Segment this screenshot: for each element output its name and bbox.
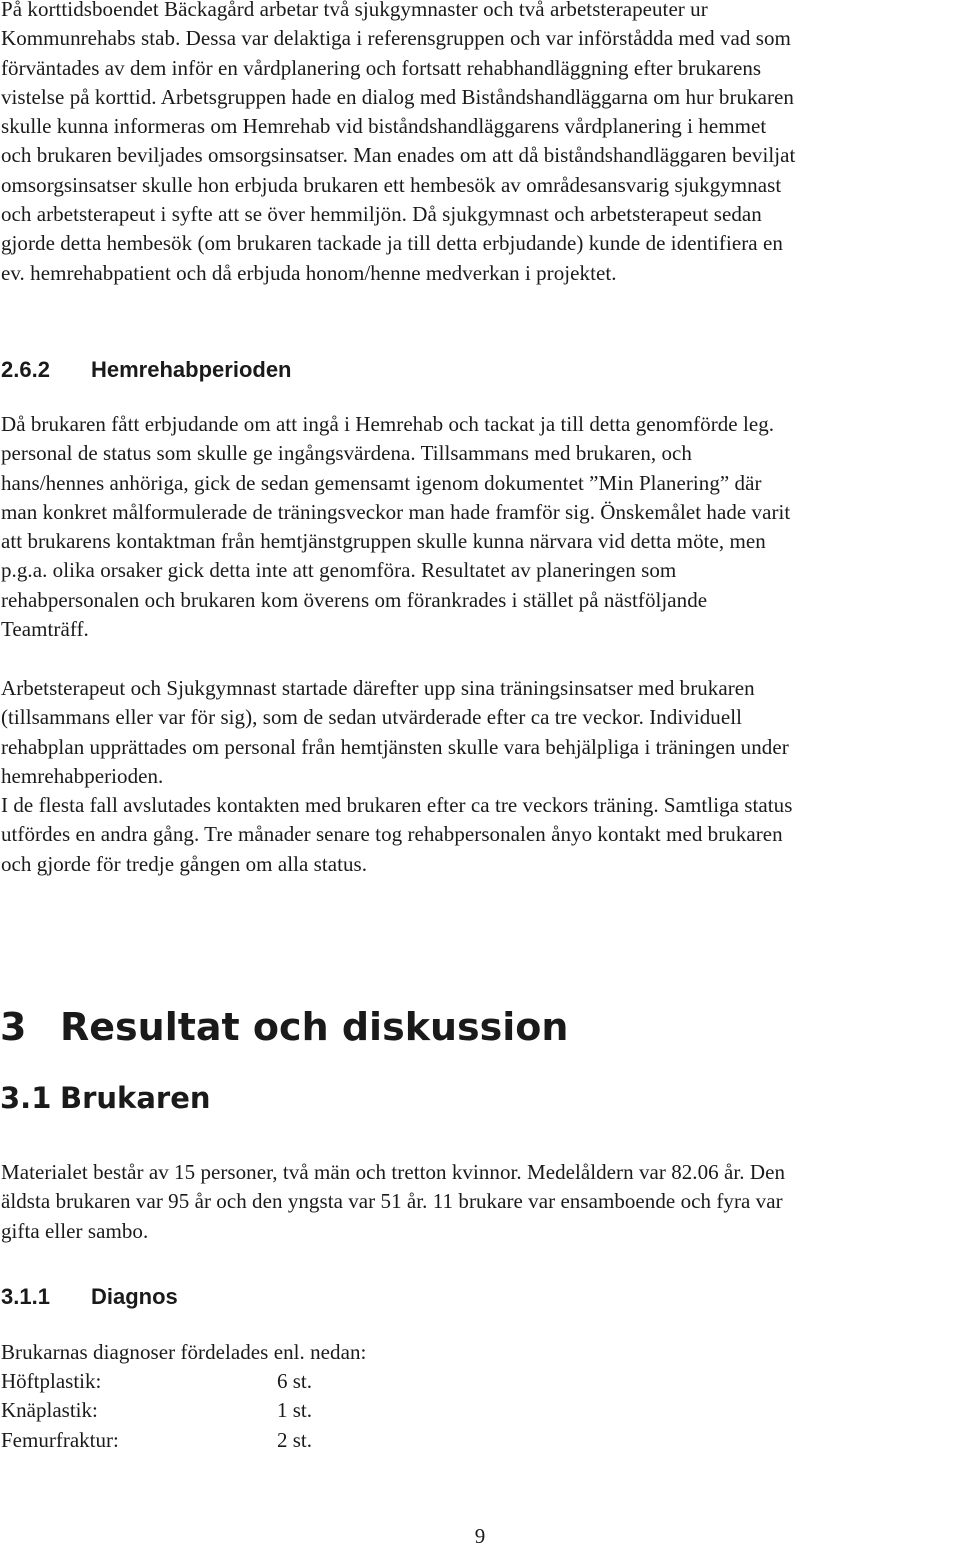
paragraph-diagnoser-intro: Brukarnas diagnoser fördelades enl. nedan:	[1, 1340, 367, 1364]
diagnosis-row	[1, 1396, 312, 1425]
diagnosis-label: Höftplastik:	[1, 1369, 102, 1393]
diagnosis-row	[1, 1367, 312, 1396]
diagnosis-value: 6 st.	[277, 1369, 313, 1393]
heading-title: Diagnos	[91, 1284, 178, 1309]
heading-number: 3.1	[0, 1081, 52, 1115]
diagnosis-value: 2 st.	[277, 1427, 313, 1452]
heading-number: 2.6.2	[1, 357, 50, 382]
diagnosis-label: Knäplastik:	[1, 1398, 98, 1423]
paragraph-korttidsboende: På korttidsboendet Bäckagård arbetar två sjukgymnaster och två arbetsterapeuter ur Kommunrehabs stab. Dessa var delaktiga i referensgruppen och var införstådda med vad som förväntades av dem inför en vårdplanering och fortsatt rehabhandläggning efter brukarens vistelse på korttid. Arbetsgruppen hade en dialog med Biståndshandläggarna om hur brukaren skulle kunna informeras om Hemrehab vid biståndshandläggarens vårdplanering i hemmet och brukaren beviljades omsorgsinsatser. Man enades om att då biståndshandläggaren beviljat omsorgsinsatser skulle hon erbjuda brukaren ett hembesök av områdesansvarig sjukgymnast och arbetsterapeut i syfte att se över hemmiljön. Då sjukgymnast och arbetsterapeut sedan gjorde detta hembesök (om brukaren tackade ja till detta erbjudande) kunde de identifiera en ev. hemrehabpatient och då erbjuda honom/henne medverkan i projektet.	[1, 0, 796, 285]
page-number: 9	[474, 1524, 486, 1548]
heading-title: Hemrehabperioden	[91, 357, 292, 382]
diagnosis-label: Femurfraktur:	[1, 1427, 119, 1452]
heading-title: Resultat och diskussion	[60, 1005, 569, 1049]
diagnosis-value: 1 st.	[277, 1398, 313, 1423]
heading-2-6-2	[1, 357, 292, 383]
diagnosis-list	[1, 1367, 312, 1455]
heading-3	[0, 1004, 568, 1050]
heading-number: 3	[0, 1005, 27, 1049]
paragraph-materialet: Materialet består av 15 personer, två män och tretton kvinnor. Medelåldern var 82.06 år. Den äldsta brukaren var 95 år och den yngsta var 51 år. 11 brukare var ensamboende och fyra var gifta eller sambo.	[1, 1160, 785, 1243]
heading-3-1	[0, 1080, 211, 1116]
heading-3-1-1	[1, 1284, 178, 1310]
heading-number: 3.1.1	[1, 1284, 50, 1309]
paragraph-hemrehabperioden: Då brukaren fått erbjudande om att ingå i Hemrehab och tackat ja till detta genomförde leg. personal de status som skulle ge ingångsvärdena. Tillsammans med brukaren, och hans/hennes anhöriga, gick de sedan gemensamt igenom dokumentet ”Min Planering” där man konkret målformulerade de träningsveckor man hade framför sig. Önskemålet hade varit att brukarens kontaktman från hemtjänstgruppen skulle kunna närvara vid detta möte, men p.g.a. olika orsaker gick detta inte att genomföra. Resultatet av planeringen som rehabpersonalen och brukaren kom överens om förankrades i stället på nästföljande Teamträff.	[1, 412, 791, 642]
diagnosis-row	[1, 1426, 312, 1455]
paragraph-traningsinsatser: Arbetsterapeut och Sjukgymnast startade därefter upp sina träningsinsatser med brukaren (tillsammans eller var för sig), som de sedan utvärderade efter ca tre veckor. Individuell rehabplan upprättades om personal från hemtjänsten skulle vara behjälpliga i träningen under hemrehabperioden. I de flesta fall avslutades kontakten med brukaren efter ca tre veckors träning. Samtliga status utfördes en andra gång. Tre månader senare tog rehabpersonalen ånyo kontakt med brukaren och gjorde för tredje gången om alla status.	[1, 676, 793, 876]
heading-title: Brukaren	[60, 1081, 211, 1115]
